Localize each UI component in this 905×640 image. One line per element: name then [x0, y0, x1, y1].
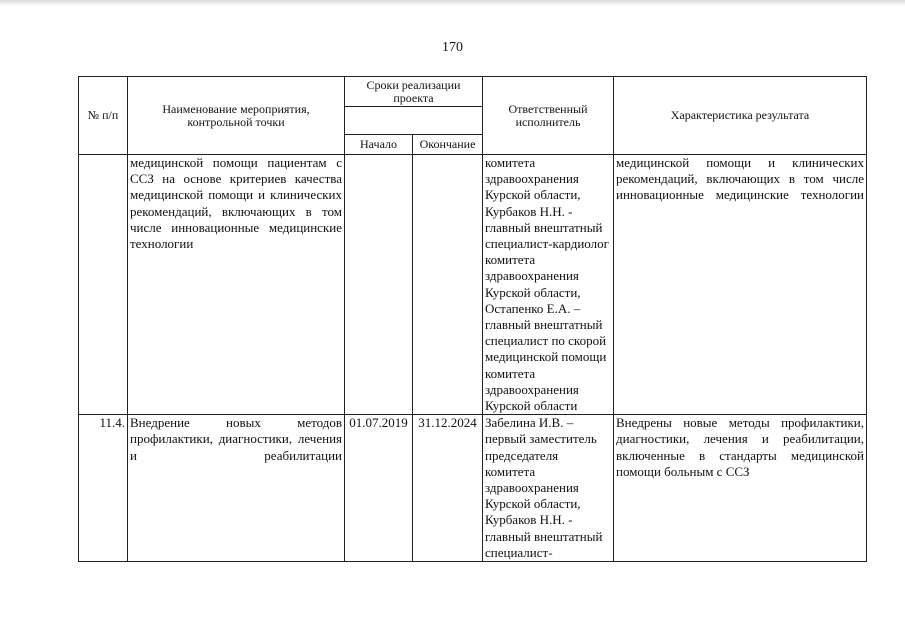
cell-name: Внедрение новых методов профилактики, диагностики, лечения и реабилитации: [128, 415, 345, 562]
cell-responsible: Забелина И.В. – первый заместитель председателя комитета здравоохранения Курской области, Курбаков Н.Н. - главный внештатный специалист-: [483, 415, 614, 562]
cell-responsible: комитета здравоохранения Курской области, Курбаков Н.Н. - главный внештатный специалист-кардиолог комитета здравоохранения Курской области, Остапенко Е.А. – главный внештатный специалист по скорой медицинской помощи комитета здравоохранения Курской области: [483, 155, 614, 415]
cell-num: [79, 155, 128, 415]
header-start: Начало: [345, 135, 413, 155]
header-result: Характеристика результата: [614, 77, 867, 155]
cell-start: [345, 155, 413, 415]
cell-result: Внедрены новые методы профилактики, диагностики, лечения и реабилитации, включенные в стандарты медицинской помощи больным с ССЗ: [614, 415, 867, 562]
header-responsible: Ответственный исполнитель: [483, 77, 614, 155]
header-period-spacer: [345, 107, 483, 135]
cell-end: [413, 155, 483, 415]
header-num: № п/п: [79, 77, 128, 155]
cell-num: 11.4.: [79, 415, 128, 562]
header-period: Сроки реализации проекта: [345, 77, 483, 107]
scan-edge: [0, 0, 905, 6]
table-row: [79, 415, 867, 562]
page-number: 170: [442, 40, 463, 55]
project-table: [78, 76, 867, 562]
table-row: [79, 155, 867, 415]
cell-end: 31.12.2024: [413, 415, 483, 562]
header-end: Окончание: [413, 135, 483, 155]
cell-name: медицинской помощи пациентам с ССЗ на основе критериев качества медицинской помощи и клинических рекомендаций, включающих в том числе инновационные медицинские технологии: [128, 155, 345, 415]
header-name: Наименование мероприятия, контрольной точки: [128, 77, 345, 155]
cell-result: медицинской помощи и клинических рекомендаций, включающих в том числе инновационные медицинские технологии: [614, 155, 867, 415]
cell-start: 01.07.2019: [345, 415, 413, 562]
